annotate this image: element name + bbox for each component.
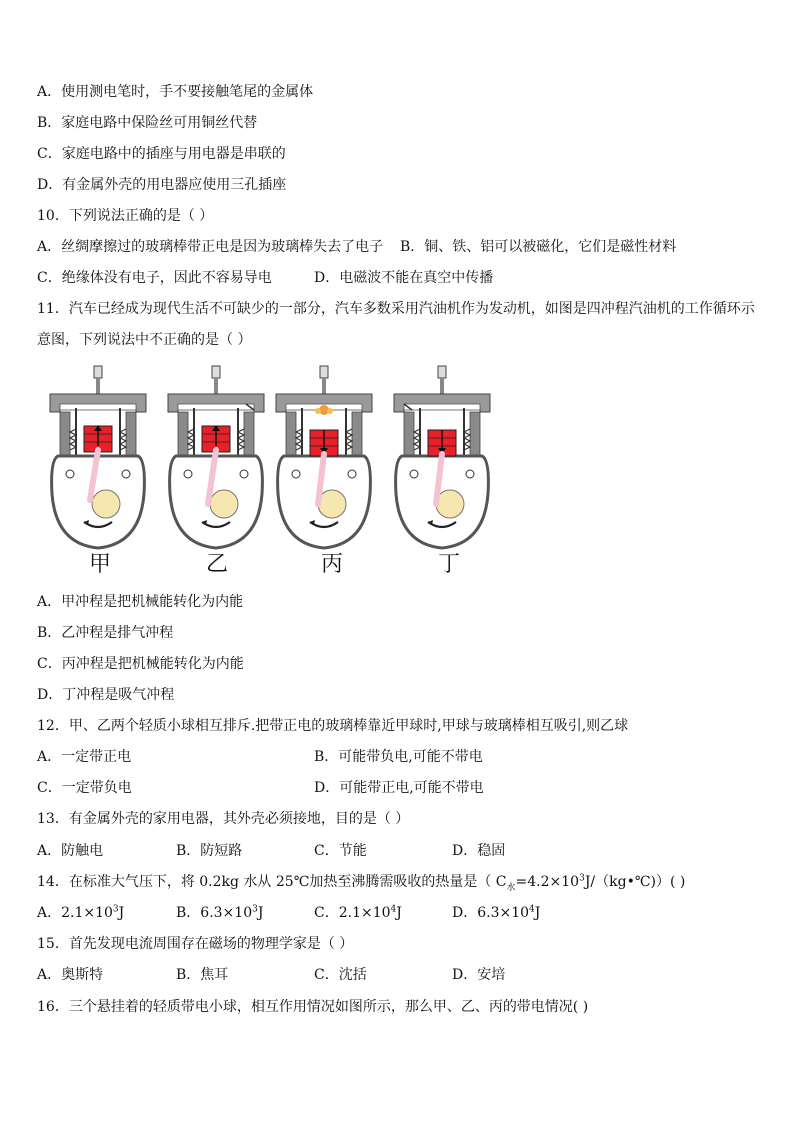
q12-option-d: D．可能带正电,可能不带电	[314, 780, 484, 796]
figure-label-jia: 甲	[88, 552, 111, 577]
q11-stem-line2: 意图，下列说法中不正确的是（ ）	[37, 332, 252, 348]
q13-option-d: D．稳固	[452, 843, 506, 859]
q13-option-a: A．防触电	[37, 843, 104, 859]
q14-option-d: D．$6.3\times 10^4J$	[452, 904, 541, 921]
q13-option-c: C．节能	[314, 843, 367, 859]
q15-option-d: D．安培	[452, 967, 506, 983]
figure-label-ding: 丁	[437, 552, 460, 577]
q14-stem: 14．在标准大气压下，将 0.2kg 水从 25℃加热至沸腾需吸收的热量是（ $C_水=4.2\times 10^3J/(kg•℃)$）( )	[37, 873, 686, 893]
q15-stem: 15．首先发现电流周围存在磁场的物理学家是（ ）	[37, 936, 354, 952]
q10-option-a: A．丝绸摩擦过的玻璃棒带正电是因为玻璃棒失去了电子	[37, 239, 384, 255]
four-stroke-engine-figure	[48, 364, 498, 584]
q10-option-b: B．铜、铁、铝可以被磁化，它们是磁性材料	[400, 239, 677, 255]
q16-stem: 16．三个悬挂着的轻质带电小球，相互作用情况如图所示，那么甲、乙、丙的带电情况( )	[37, 999, 589, 1015]
q11-option-c: C．丙冲程是把机械能转化为内能	[37, 656, 244, 672]
figure-label-bing: 丙	[320, 552, 343, 577]
q10-option-d: D．电磁波不能在真空中传播	[314, 270, 494, 286]
q13-option-b: B．防短路	[176, 843, 243, 859]
q12-stem: 12．甲、乙两个轻质小球相互排斥.把带正电的玻璃棒靠近甲球时,甲球与玻璃棒相互吸引,则乙球	[37, 718, 629, 734]
q13-stem: 13．有金属外壳的家用电器，其外壳必须接地，目的是（ ）	[37, 811, 410, 827]
q14-option-c: C．$2.1\times 10^4J$	[314, 904, 402, 921]
q12-option-a: A．一定带正电	[37, 749, 132, 765]
figure-label-yi: 乙	[205, 552, 228, 577]
q11-option-b: B．乙冲程是排气冲程	[37, 625, 174, 641]
q11-stem-line1: 11．汽车已经成为现代生活不可缺少的一部分，汽车多数采用汽油机作为发动机，如图是四冲程汽油机的工作循环示	[37, 301, 755, 317]
q10-stem: 10．下列说法正确的是（ ）	[37, 208, 214, 224]
q9-option-b: B．家庭电路中保险丝可用铜丝代替	[37, 115, 258, 131]
q10-option-c: C．绝缘体没有电子，因此不容易导电	[37, 270, 272, 286]
q12-option-b: B．可能带负电,可能不带电	[314, 749, 483, 765]
q9-option-a: A．使用测电笔时，手不要接触笔尾的金属体	[37, 84, 314, 100]
q15-option-c: C．沈括	[314, 967, 367, 983]
q11-option-d: D．丁冲程是吸气冲程	[37, 687, 175, 703]
q15-option-a: A．奥斯特	[37, 967, 104, 983]
q12-option-c: C．一定带负电	[37, 780, 132, 796]
q11-option-a: A．甲冲程是把机械能转化为内能	[37, 594, 244, 610]
q15-option-b: B．焦耳	[176, 967, 229, 983]
q9-option-d: D．有金属外壳的用电器应使用三孔插座	[37, 177, 287, 193]
q14-option-a: A．$2.1\times 10^3J$	[37, 904, 125, 921]
q14-option-b: B．$6.3\times 10^3J$	[176, 904, 264, 921]
q9-option-c: C．家庭电路中的插座与用电器是串联的	[37, 146, 286, 162]
